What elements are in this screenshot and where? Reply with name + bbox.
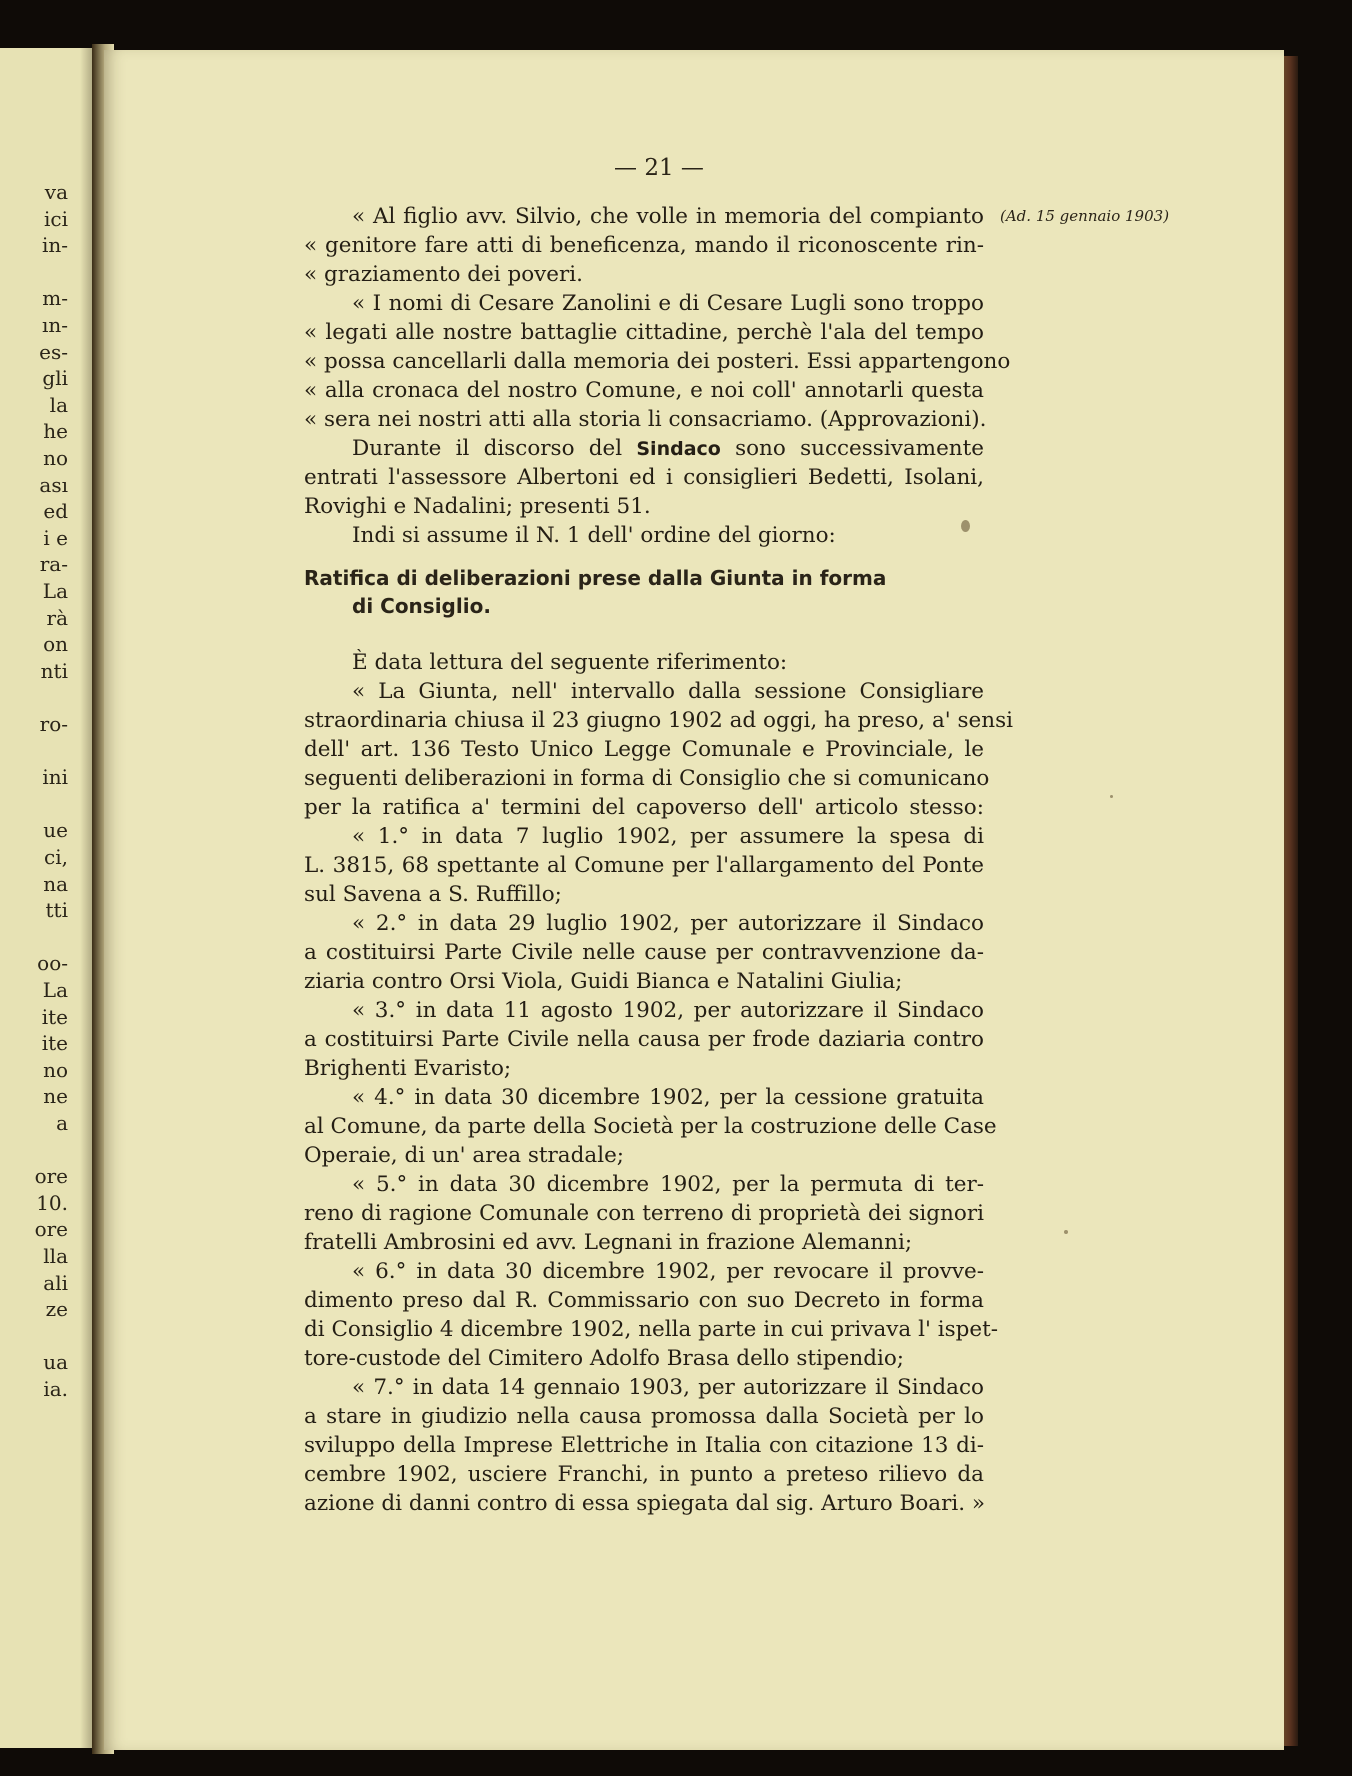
left-page-fragment: ue bbox=[43, 818, 68, 843]
text-line: « Al figlio avv. Silvio, che volle in memoria del compianto bbox=[352, 204, 984, 229]
left-page-fragment: ici bbox=[44, 206, 68, 231]
left-page-fragment: ore bbox=[34, 1217, 68, 1242]
left-page-fragment: a bbox=[56, 1111, 68, 1135]
left-page-fragment: ası bbox=[39, 472, 68, 497]
text-line: È data lettura del seguente riferimento: bbox=[352, 650, 788, 675]
text-line: « 3.° in data 11 agosto 1902, per autorizzare il Sindaco bbox=[352, 998, 984, 1023]
text-line: L. 3815, 68 spettante al Comune per l'allargamento del Ponte bbox=[304, 853, 984, 878]
text-line: « 7.° in data 14 gennaio 1903, per autorizzare il Sindaco bbox=[352, 1375, 984, 1400]
left-page-fragment: ia. bbox=[43, 1377, 68, 1401]
margin-note: (Ad. 15 gennaio 1903) bbox=[1000, 207, 1170, 225]
left-page-fragment: la bbox=[49, 392, 68, 417]
left-page-fragment: ite bbox=[41, 1004, 68, 1029]
left-page-fragment: no bbox=[43, 1057, 68, 1082]
text-line: tore-custode del Cimitero Adolfo Brasa dello stipendio; bbox=[304, 1346, 905, 1371]
left-page-fragment: oo- bbox=[37, 951, 68, 976]
left-page-fragment: rà bbox=[46, 605, 68, 630]
left-page-fragment: he bbox=[43, 419, 68, 444]
text-line: dimento preso dal R. Commissario con suo Decreto in forma bbox=[304, 1288, 984, 1313]
text-line: « La Giunta, nell' intervallo dalla sessione Consigliare bbox=[352, 679, 984, 704]
text-line: a stare in giudizio nella causa promossa dalla Società per lo bbox=[304, 1404, 984, 1429]
left-page bbox=[0, 48, 100, 1748]
text-line: Rovighi e Nadalini; presenti 51. bbox=[304, 494, 651, 519]
text-fragment: sono successivamente bbox=[720, 436, 984, 461]
text-line: « 5.° in data 30 dicembre 1902, per la permuta di ter- bbox=[352, 1172, 984, 1197]
text-line: straordinaria chiusa il 23 giugno 1902 ad oggi, ha preso, a' sensi bbox=[304, 708, 1014, 733]
paper-speck bbox=[1110, 795, 1113, 798]
left-page-fragment: m- bbox=[42, 286, 68, 311]
text-line: « 4.° in data 30 dicembre 1902, per la cessione gratuita bbox=[352, 1085, 984, 1110]
text-line: « graziamento dei poveri. bbox=[304, 262, 584, 287]
text-line: « alla cronaca del nostro Comune, e noi coll' annotarli questa bbox=[304, 378, 984, 403]
text-line: « possa cancellarli dalla memoria dei posteri. Essi appartengono bbox=[304, 349, 1011, 374]
left-page-fragment: ite bbox=[41, 1031, 68, 1056]
left-page-fragment: ın- bbox=[41, 313, 68, 337]
ratification-item bbox=[304, 1083, 997, 1170]
text-line: « legati alle nostre battaglie cittadine, perchè l'ala del tempo bbox=[304, 320, 984, 345]
text-line: dell' art. 136 Testo Unico Legge Comunale e Provinciale, le bbox=[304, 737, 984, 762]
text-line: sul Savena a S. Ruffillo; bbox=[304, 882, 562, 907]
text-line: cembre 1902, usciere Franchi, in punto a preteso rilievo da bbox=[304, 1462, 984, 1487]
text-line: Operaie, di un' area stradale; bbox=[304, 1143, 625, 1168]
text-line: « sera nei nostri atti alla storia li consacriamo. (Approvazioni). bbox=[304, 407, 987, 432]
text-line: azione di danni contro di essa spiegata dal sig. Arturo Boari. » bbox=[304, 1491, 986, 1516]
left-page-fragment: ali bbox=[43, 1270, 68, 1295]
page-text bbox=[304, 202, 1014, 1518]
text-line: al Comune, da parte della Società per la costruzione delle Case bbox=[304, 1114, 997, 1139]
text-line: « I nomi di Cesare Zanolini e di Cesare Lugli sono troppo bbox=[352, 291, 984, 316]
sindaco-label: Sindaco bbox=[636, 438, 721, 460]
section-heading-line: Ratifica di deliberazioni prese dalla Giunta in forma bbox=[304, 566, 887, 590]
text-line bbox=[304, 434, 984, 463]
ratification-item bbox=[304, 996, 984, 1083]
left-page-fragment: ed bbox=[43, 499, 68, 524]
left-page-fragment: ra- bbox=[39, 552, 68, 577]
left-page-fragment: on bbox=[43, 632, 68, 657]
left-page-fragment: 10. bbox=[36, 1190, 68, 1215]
right-page bbox=[104, 50, 1284, 1750]
left-page-fragment: no bbox=[43, 446, 68, 470]
left-page-fragment: ci, bbox=[44, 845, 68, 869]
left-page-fragment: ore bbox=[34, 1164, 68, 1189]
left-page-fragment: La bbox=[42, 579, 68, 603]
ratification-item bbox=[304, 1257, 998, 1373]
text-fragment: Durante il discorso del bbox=[352, 436, 637, 461]
left-page-fragment: ro- bbox=[39, 712, 68, 736]
left-page-fragment: La bbox=[42, 978, 68, 1002]
text-line: « 2.° in data 29 luglio 1902, per autorizzare il Sindaco bbox=[352, 911, 984, 936]
text-line: a costituirsi Parte Civile nella causa per frode daziaria contro bbox=[304, 1027, 984, 1052]
text-line: di Consiglio 4 dicembre 1902, nella parte in cui privava l' ispet- bbox=[304, 1317, 998, 1342]
text-line: « 1.° in data 7 luglio 1902, per assumere la spesa di bbox=[352, 824, 984, 849]
ratification-item bbox=[304, 822, 984, 909]
text-line: « genitore fare atti di beneficenza, mando il riconoscente rin- bbox=[304, 233, 984, 258]
left-page-fragment: ne bbox=[43, 1084, 68, 1109]
text-line: « 6.° in data 30 dicembre 1902, per revocare il provve- bbox=[352, 1259, 984, 1284]
text-line: fratelli Ambrosini ed avv. Legnani in frazione Alemanni; bbox=[304, 1230, 913, 1255]
paper-speck bbox=[1064, 1230, 1068, 1234]
paper-stain bbox=[961, 520, 970, 532]
text-line: seguenti deliberazioni in forma di Consiglio che si comunicano bbox=[304, 766, 990, 791]
left-page-fragment: ua bbox=[43, 1350, 68, 1375]
left-page-fragment: i e bbox=[43, 525, 68, 550]
text-line: per la ratifica a' termini del capoverso dell' articolo stesso: bbox=[304, 795, 984, 820]
left-page-fragment: va bbox=[44, 180, 68, 204]
left-page-fragment: nti bbox=[40, 658, 68, 683]
ratification-item bbox=[304, 1373, 984, 1518]
text-line: Indi si assume il N. 1 dell' ordine del giorno: bbox=[352, 523, 836, 548]
text-line: reno di ragione Comunale con terreno di proprietà dei signori bbox=[304, 1201, 984, 1226]
left-page-fragment: in- bbox=[41, 233, 68, 258]
left-page-fragment: tti bbox=[45, 898, 68, 923]
left-page-fragment: es- bbox=[39, 339, 68, 364]
left-page-fragment: na bbox=[43, 871, 68, 896]
left-page-fragment: ini bbox=[42, 765, 68, 790]
text-line: sviluppo della Imprese Elettriche in Italia con citazione 13 di- bbox=[304, 1433, 984, 1458]
ratification-item bbox=[304, 1170, 984, 1257]
section-heading-line: di Consiglio. bbox=[352, 594, 491, 618]
ratification-item bbox=[304, 909, 984, 996]
left-page-fragment: lla bbox=[43, 1244, 68, 1268]
text-line: Brighenti Evaristo; bbox=[304, 1056, 512, 1081]
text-line: a costituirsi Parte Civile nelle cause per contravvenzione da- bbox=[304, 940, 984, 965]
left-page-fragment: ze bbox=[45, 1297, 68, 1322]
text-line: ziaria contro Orsi Viola, Guidi Bianca e Natalini Giulia; bbox=[304, 969, 903, 994]
ratification-list bbox=[304, 822, 998, 1518]
left-page-fragment: gli bbox=[42, 366, 68, 391]
text-line: entrati l'assessore Albertoni ed i consiglieri Bedetti, Isolani, bbox=[304, 465, 984, 490]
page-number: — 21 — bbox=[614, 155, 704, 181]
section-heading bbox=[304, 564, 984, 620]
